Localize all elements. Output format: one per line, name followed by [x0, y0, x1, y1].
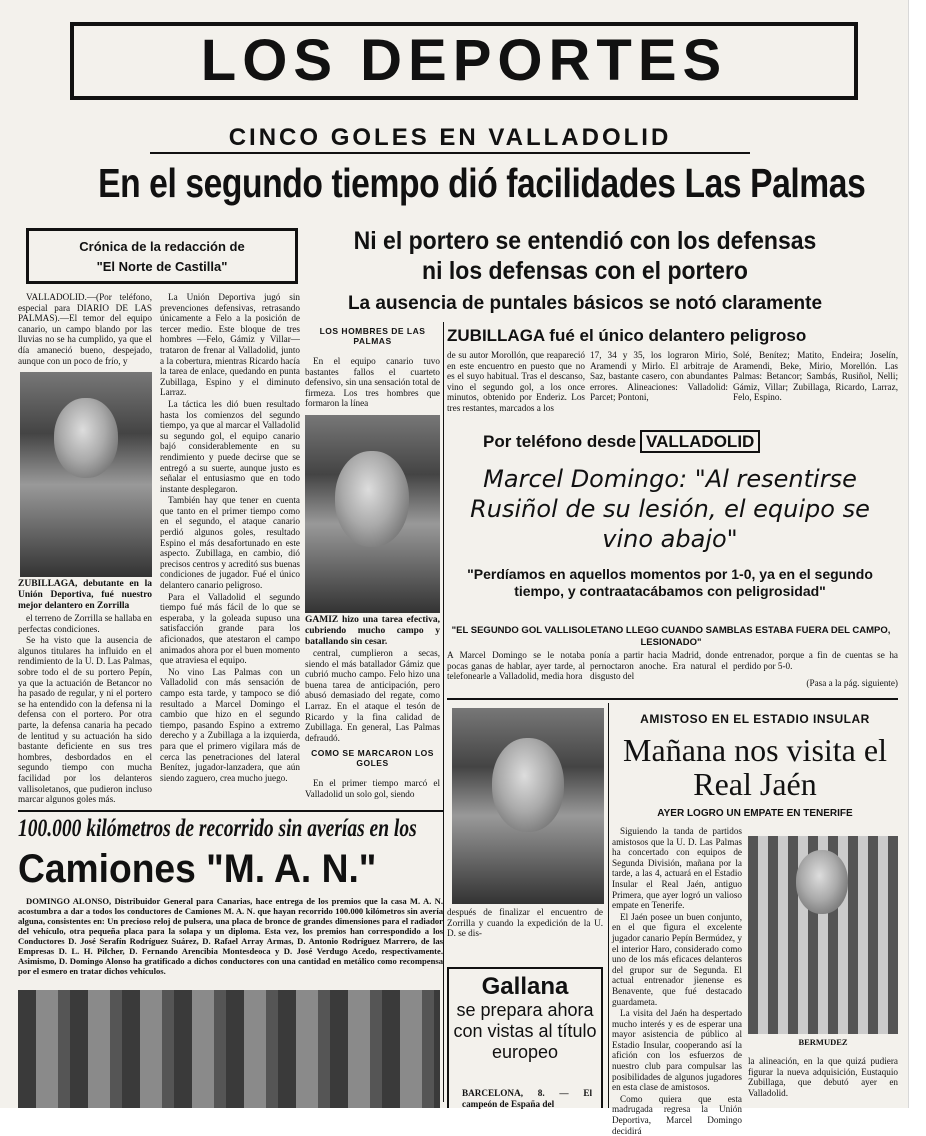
zubillaga-caption: ZUBILLAGA, debutante en la Unión Deportiva, fué nuestro mejor delantero en Zorrilla [18, 579, 152, 611]
zub-col-1: de su autor Morollón, que reapareció en este encuentro en puesto que no es el suyo habitual. Tras el descanso, vino el segundo gol, a los once minutos, obtenido por Enderiz. Los tres restantes, marcados a los [447, 350, 585, 413]
col1-paragraph: Se ha visto que la ausencia de algunos titulares ha influido en el rendimiento de la U. D. Las Palmas, sobre todo el de su portero Pepín, ya que la actuación de Betancor no ha pasado de regular, y ni el portero se ha entendido con la defensa ni la defensa con el portero. Por otra parte, la defensa canaria ha pecado de lentitud y su actuación ha sido bastante deficiente en sus tres hombres, desbordados en el segundo tiempo con mucha facilidad por los delanteros vallisoletanos, que pudieron incluso marcar algunos goles más. [18, 635, 152, 805]
horizontal-rule [18, 810, 443, 812]
col3-goals [305, 778, 440, 808]
col3-paragraph: En el equipo canario tuvo bastantes fallos el cuarteto defensivo, sin una sensación total de firmeza. Los tres hombres que formaron la línea [305, 356, 440, 409]
zub-col-3: Solé, Benítez; Matito, Endeira; Joselín, Aramendi, Beke, Mirio, Morellón. Las Palmas: Betancor; Sambás, Rusiñol, Nelli; Gámiz, Villar; Zubillaga, Ricardo, Larraz, Felo, Espino. [733, 350, 898, 403]
gallana-head: Gallana [481, 973, 569, 1000]
col3-subhead-goles: COMO SE MARCARON LOS GOLES [311, 748, 434, 768]
kicker-underline [150, 152, 750, 154]
credit-line-1: Crónica de la redacción de [79, 239, 245, 254]
col1-body [18, 613, 152, 813]
col3-paragraph: En el primer tiempo marcó el Valladolid un solo gol, siendo [305, 778, 440, 799]
gallana-sub: se prepara ahora con vistas al título europeo [453, 1000, 597, 1062]
col2-paragraph: También hay que tener en cuenta que tanto en el primer tiempo como en el segundo, el ataque canario perdió algunos goles, resultado Espino el más desafortunado en este aspecto. Zubillaga, en cambio, dió precisos centros y acreditó sus buenas condiciones de jugador. Fué el único delantero canario peligroso. [160, 495, 300, 591]
amistoso-tail: la alineación, en la que quizá pudiera figurar la nueva adquisición, Eustaquio Zubillaga, que debutó ayer en Valladolid. [748, 1056, 898, 1098]
kicker: CINCO GOLES EN VALLADOLID [228, 124, 672, 151]
col3-paragraph: central, cumplieron a secas, siendo el más batallador Gámiz que cubrió mucho campo. Felo hizo una buena tarea de anticipación, pero abusó demasiado del regate, como Larraz. En el ataque el tesón de Ricardo y la fina calidad de Zubillaga. En general, Las Palmas defraudó. [305, 648, 440, 743]
col3-intro [305, 356, 440, 412]
credit-box [26, 228, 298, 284]
col3-subhead-hombres: LOS HOMBRES DE LAS PALMAS [319, 326, 426, 346]
marcel-col-1: A Marcel Domingo se le notaba pocas ganas de hablar, ayer tarde, al telefonearle a Valladolid, media hora [447, 650, 585, 682]
col2-paragraph: La Unión Deportiva jugó sin prevenciones defensivas, retrasando únicamente a Felo a la posición de tercer medio. Este bloque de tres hombres —Felo, Gámiz y Villar— trataron de frenar al Valladolid, junto a la cobertura, mientras Ricardo hacía la tarea de enlace, quedando en punta Zubillaga, Espino y el diminuto Larraz. [160, 292, 300, 398]
tel-label-text: Por teléfono desde [483, 432, 637, 451]
pasa-note: (Pasa a la pág. siguiente) [806, 678, 898, 688]
col2-paragraph: La táctica les dió buen resultado hasta los comienzos del segundo tiempo, ya que al marcar el Valladolid su segundo gol, el equipo canario bajó considerablemente en su rendimiento y puede decirse que se entregó a su suerte, aunque justo es señalar el entusiasmo que en todo instante desplegaron. [160, 398, 300, 494]
gamiz-photo [305, 415, 440, 613]
zubillaga-photo [20, 372, 152, 577]
amistoso-paragraph: El Jaén posee un buen conjunto, en el que figura el excelente jugador canario Pepín Bermúdez, y el interior Haro, considerado como uno de los más eficaces delanteros del grupor sur de Segunda. El actual entrenador jienense es Benavente, que fué destacado guardameta. [612, 911, 742, 1007]
amistoso-paragraph: Como quiera que esta madrugada regresa la Unión Deportiva, Marcel Domingo decidirá [612, 1093, 742, 1136]
vertical-rule [443, 322, 444, 1102]
deck-line-2: ni los defensas con el portero [422, 257, 748, 285]
marcel-continued: después de finalizar el encuentro de Zorrilla y cuando la expedición de la U. D. se dis- [447, 907, 603, 939]
amistoso-kicker: AMISTOSO EN EL ESTADIO INSULAR [640, 712, 870, 726]
marcel-photo [452, 708, 604, 904]
segundo-gol-subhead: "EL SEGUNDO GOL VALLISOLETANO LLEGO CUANDO SAMBLAS ESTABA FUERA DEL CAMPO, LESIONADO" [451, 625, 891, 648]
col3-body [305, 648, 440, 744]
ad-line-1: 100.000 kilómetros de recorrido sin averías en los [18, 815, 417, 842]
zub-col-2: 17, 34 y 35, los lograron Mirio, Aramendi y Mirlo. El arbitraje de Saz, bastante casero, con abundantes errores. Alineaciones: Valladolid: Parcet; Pontoni, [590, 350, 728, 403]
deck-headline [327, 226, 842, 286]
amistoso-paragraph: Siguiendo la tanda de partidos amistosos que la U. D. Las Palmas ha concertado con equipos de Segunda División, mañana por la tarde, a las 4, actuará en el Estadio Insular el Real Jaén, antiguo Primera, que ayer logró un valioso empate en Tenerife. [612, 826, 742, 911]
main-headline: En el segundo tiempo dió facilidades Las Palmas [98, 160, 866, 206]
scroll-margin [908, 0, 926, 1108]
col2-body [160, 292, 300, 804]
trucks-photo [18, 990, 440, 1108]
deck-subheadline: La ausencia de puntales básicos se notó claramente [347, 293, 823, 314]
zubillaga-head: ZUBILLAGA fué el único delantero peligroso [447, 326, 807, 345]
col1-paragraph: el terreno de Zorrilla se hallaba en perfectas condiciones. [18, 613, 153, 634]
marcel-headline: Marcel Domingo: "Al resentirse Rusiñol de su lesión, el equipo se vino abajo" [470, 465, 870, 553]
vertical-rule [608, 703, 609, 1108]
tel-place: VALLADOLID [640, 430, 760, 453]
gallana-body: BARCELONA, 8. — El campeón de España del [462, 1088, 592, 1109]
col2-paragraph: No vino Las Palmas con un Valladolid con más sensación de campo esta tarde, y tampoco se dió resultado a Marcel Domingo el cambio que hizo en el segundo tiempo, pasando Espino a extremo derecho y a Zubillaga a la izquierda, para que el primero vigilara más de cerca las penetraciones del lateral Benítez, jugador-lanzadera, que aún siendo zaguero, crea mucho juego. [160, 666, 300, 783]
amistoso-paragraph: La visita del Jaén ha despertado mucho interés y es de esperar una mayor asistencia de público al Estadio Insular, cooperando así la afición con los esfuerzos de nuestro club para compulsar las posibilidades de algunos jugadores en esta clase de amistosos. [612, 1008, 742, 1093]
manana-headline: Mañana nos visita el Real Jaén [623, 732, 887, 802]
marcel-col-2: ponía a partir hacia Madrid, donde pernoctaron anoche. Era natural el disgusto del [590, 650, 728, 682]
masthead: LOS DEPORTES [70, 22, 858, 100]
col1-paragraph: VALLADOLID.—(Por teléfono, especial para DIARIO DE LAS PALMAS).—El temor del equipo canario, un campo blando por las lluvias no se ha cumplido, ya que el día amaneció bueno, despejado, aunque con un poco de frío, y [18, 292, 152, 366]
ad-paragraph: DOMINGO ALONSO, Distribuidor General para Canarias, hace entrega de los premios que la casa M. A. N. acostumbra a dar a todos los conductores de Camiones M. A. N. que hayan recorrido 100.000 kilómetros sin avería alguna, consistentes en: Un precioso reloj de pulsera, una placa de bronce de grandes dimensiones para el radiador del vehículo, otra pequeña placa para la solapa y un diploma. Esta vez, los premios han correspondido a los Conductores D. José Serafín Rodríguez Suárez, D. Rafael Array Armas, D. Antonio Rodríguez Marrero, de las Empresas D. L. H. Pilcher, D. Fernando Arencibia Montesdeoca y D. José Verdugo Acedo, respectivamente. Asimismo, D. Domingo Alonso ha gratificado a dichos conductores con una cantidad en metálico como recompensa por el esmero en tratar dichos vehículos. [18, 896, 443, 976]
deck-line-1: Ni el portero se entendió con los defensas [353, 227, 817, 255]
ayer-subhead: AYER LOGRO UN EMPATE EN TENERIFE [657, 808, 853, 819]
marcel-col-3: entrenador, porque a fin de cuentas se ha perdido por 5-0. [733, 650, 898, 671]
ad-camiones-title: Camiones "M. A. N." [18, 847, 377, 891]
horizontal-rule [447, 698, 898, 700]
credit-line-2: "El Norte de Castilla" [96, 259, 228, 274]
col2-paragraph: Para el Valladolid el segundo tiempo fué más fácil de lo que se esperaba, y la goleada supuso una satisfacción grande para los aficionados, que atestaron el campo animados ahora por el buen momento que atraviesa el equipo. [160, 591, 300, 666]
col1-intro [18, 292, 152, 372]
tel-label [483, 432, 823, 452]
amistoso-body [612, 826, 742, 1136]
marcel-quote: "Perdíamos en aquellos momentos por 1-0, ya en el segundo tiempo, y contraatacábamos con peligrosidad" [467, 566, 873, 599]
ad-body [18, 896, 443, 986]
bermudez-caption: BERMUDEZ [798, 1037, 848, 1047]
gamiz-caption: GAMIZ hizo una tarea efectiva, cubriendo mucho campo y batallando sin cesar. [305, 615, 440, 647]
bermudez-photo [748, 836, 898, 1034]
